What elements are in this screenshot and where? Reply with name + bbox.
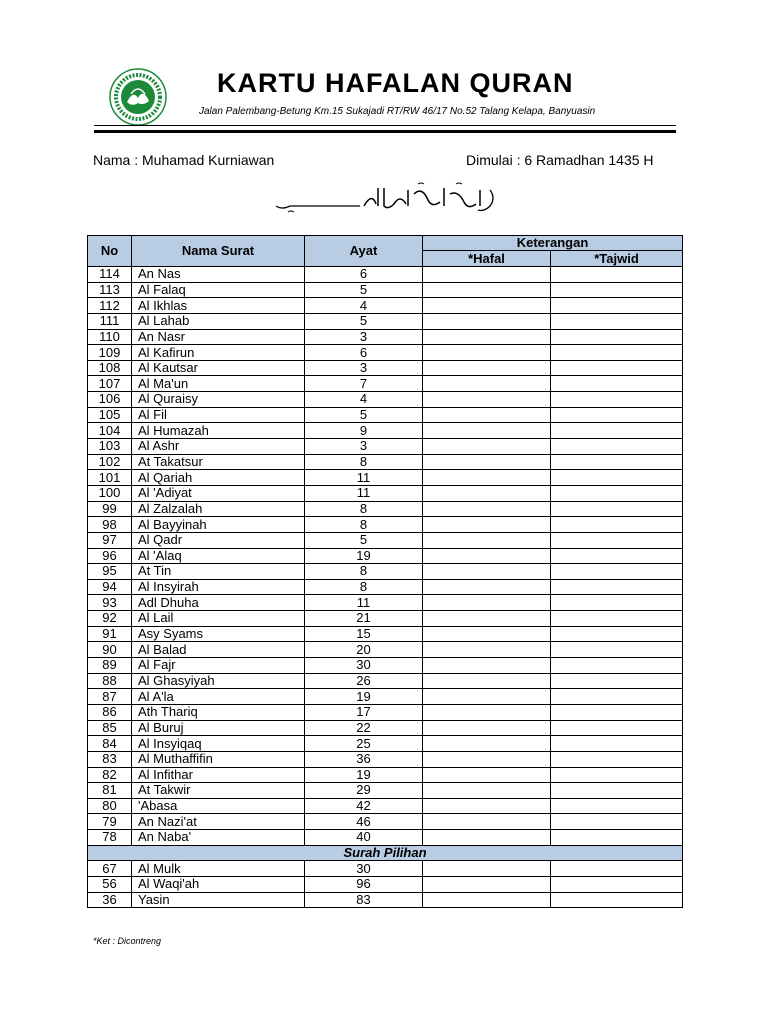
- table-row: [88, 439, 683, 455]
- surah-name: Al Bayyinah: [132, 517, 305, 533]
- surah-number: 81: [88, 783, 132, 799]
- ayat-count: 3: [305, 439, 423, 455]
- surah-number: 92: [88, 611, 132, 627]
- ayat-count: 4: [305, 392, 423, 408]
- hafal-check-cell[interactable]: [423, 407, 551, 423]
- ayat-count: 8: [305, 454, 423, 470]
- surah-number: 109: [88, 345, 132, 361]
- hafal-check-cell[interactable]: [423, 360, 551, 376]
- hafal-check-cell[interactable]: [423, 830, 551, 846]
- surah-number: 98: [88, 517, 132, 533]
- hafal-check-cell[interactable]: [423, 282, 551, 298]
- hafal-check-cell[interactable]: [423, 704, 551, 720]
- student-name: Nama : Muhamad Kurniawan: [93, 152, 275, 168]
- ayat-count: 96: [305, 876, 423, 892]
- ayat-count: 25: [305, 736, 423, 752]
- ayat-count: 17: [305, 704, 423, 720]
- tajwid-check-cell[interactable]: [551, 783, 683, 799]
- tajwid-check-cell[interactable]: [551, 454, 683, 470]
- table-row: [88, 454, 683, 470]
- hafal-check-cell[interactable]: [423, 798, 551, 814]
- tajwid-check-cell[interactable]: [551, 673, 683, 689]
- surah-name: Al Insyirah: [132, 579, 305, 595]
- tajwid-check-cell[interactable]: [551, 423, 683, 439]
- surah-name: Al Lail: [132, 611, 305, 627]
- hafal-check-cell[interactable]: [423, 814, 551, 830]
- tajwid-check-cell[interactable]: [551, 861, 683, 877]
- surah-number: 56: [88, 876, 132, 892]
- surah-number: 87: [88, 689, 132, 705]
- surah-number: 95: [88, 564, 132, 580]
- table-row: [88, 704, 683, 720]
- hafal-check-cell[interactable]: [423, 876, 551, 892]
- surah-name: Al Fil: [132, 407, 305, 423]
- tajwid-check-cell[interactable]: [551, 704, 683, 720]
- ayat-count: 11: [305, 485, 423, 501]
- surah-number: 103: [88, 439, 132, 455]
- hafal-check-cell[interactable]: [423, 501, 551, 517]
- table-row: [88, 736, 683, 752]
- ayat-count: 19: [305, 548, 423, 564]
- tajwid-check-cell[interactable]: [551, 798, 683, 814]
- surah-number: 96: [88, 548, 132, 564]
- surah-name: Asy Syams: [132, 626, 305, 642]
- header-divider-thin: [94, 125, 676, 126]
- tajwid-check-cell[interactable]: [551, 329, 683, 345]
- tajwid-check-cell[interactable]: [551, 642, 683, 658]
- tajwid-check-cell[interactable]: [551, 439, 683, 455]
- hafal-check-cell[interactable]: [423, 329, 551, 345]
- tajwid-check-cell[interactable]: [551, 595, 683, 611]
- tajwid-check-cell[interactable]: [551, 767, 683, 783]
- tajwid-check-cell[interactable]: [551, 579, 683, 595]
- tajwid-check-cell[interactable]: [551, 830, 683, 846]
- table-row: [88, 783, 683, 799]
- school-logo: [109, 68, 167, 126]
- table-row: [88, 673, 683, 689]
- table-row: [88, 751, 683, 767]
- table-row: [88, 579, 683, 595]
- table-row: [88, 423, 683, 439]
- hafal-check-cell[interactable]: [423, 564, 551, 580]
- surah-number: 106: [88, 392, 132, 408]
- surah-number: 91: [88, 626, 132, 642]
- ayat-count: 6: [305, 345, 423, 361]
- ayat-count: 9: [305, 423, 423, 439]
- table-row: [88, 767, 683, 783]
- tajwid-check-cell[interactable]: [551, 611, 683, 627]
- ayat-count: 3: [305, 360, 423, 376]
- ayat-count: 21: [305, 611, 423, 627]
- surah-name: Ath Thariq: [132, 704, 305, 720]
- tajwid-check-cell[interactable]: [551, 392, 683, 408]
- ayat-count: 11: [305, 470, 423, 486]
- surah-number: 113: [88, 282, 132, 298]
- table-row: [88, 830, 683, 846]
- surah-number: 105: [88, 407, 132, 423]
- surah-number: 78: [88, 830, 132, 846]
- tajwid-check-cell[interactable]: [551, 267, 683, 283]
- hafal-check-cell[interactable]: [423, 751, 551, 767]
- surah-name: At Takwir: [132, 783, 305, 799]
- surah-number: 104: [88, 423, 132, 439]
- ayat-count: 5: [305, 313, 423, 329]
- table-row: [88, 407, 683, 423]
- ayat-count: 8: [305, 517, 423, 533]
- surah-name: Al Humazah: [132, 423, 305, 439]
- header-hafal: *Hafal: [423, 251, 551, 267]
- table-row: [88, 329, 683, 345]
- hafal-check-cell[interactable]: [423, 892, 551, 908]
- table-row: [88, 720, 683, 736]
- surah-name: Al Infithar: [132, 767, 305, 783]
- surah-number: 99: [88, 501, 132, 517]
- ayat-count: 6: [305, 267, 423, 283]
- ayat-count: 30: [305, 658, 423, 674]
- table-row: [88, 298, 683, 314]
- hafal-check-cell[interactable]: [423, 673, 551, 689]
- hafal-check-cell[interactable]: [423, 267, 551, 283]
- table-row: [88, 470, 683, 486]
- table-row: [88, 595, 683, 611]
- surah-name: Al A'la: [132, 689, 305, 705]
- tajwid-check-cell[interactable]: [551, 720, 683, 736]
- basmalah-calligraphy: [268, 180, 498, 218]
- hafal-check-cell[interactable]: [423, 767, 551, 783]
- surah-name: An Nazi'at: [132, 814, 305, 830]
- start-date: Dimulai : 6 Ramadhan 1435 H: [466, 152, 654, 168]
- hafal-check-cell[interactable]: [423, 658, 551, 674]
- surah-number: 80: [88, 798, 132, 814]
- ayat-count: 46: [305, 814, 423, 830]
- surah-name: Al Zalzalah: [132, 501, 305, 517]
- ayat-count: 5: [305, 407, 423, 423]
- table-row: [88, 626, 683, 642]
- hafal-check-cell[interactable]: [423, 532, 551, 548]
- tajwid-check-cell[interactable]: [551, 345, 683, 361]
- surah-name: Al Balad: [132, 642, 305, 658]
- surah-name: Al Mulk: [132, 861, 305, 877]
- header-ayat: Ayat: [305, 236, 423, 267]
- memorization-table: [87, 235, 683, 908]
- table-row: [88, 345, 683, 361]
- hafal-check-cell[interactable]: [423, 454, 551, 470]
- surah-number: 114: [88, 267, 132, 283]
- tajwid-check-cell[interactable]: [551, 470, 683, 486]
- tajwid-check-cell[interactable]: [551, 876, 683, 892]
- tajwid-check-cell[interactable]: [551, 501, 683, 517]
- surah-number: 90: [88, 642, 132, 658]
- surah-name: Al 'Adiyat: [132, 485, 305, 501]
- tajwid-check-cell[interactable]: [551, 548, 683, 564]
- tajwid-check-cell[interactable]: [551, 751, 683, 767]
- surah-number: 110: [88, 329, 132, 345]
- tajwid-check-cell[interactable]: [551, 658, 683, 674]
- ayat-count: 5: [305, 282, 423, 298]
- hafal-check-cell[interactable]: [423, 783, 551, 799]
- surah-number: 36: [88, 892, 132, 908]
- surah-name: Al Fajr: [132, 658, 305, 674]
- table-row: [88, 892, 683, 908]
- table-row: [88, 282, 683, 298]
- surah-name: An Nas: [132, 267, 305, 283]
- surah-name: Al Ma'un: [132, 376, 305, 392]
- surah-name: An Nasr: [132, 329, 305, 345]
- tajwid-check-cell[interactable]: [551, 298, 683, 314]
- tajwid-check-cell[interactable]: [551, 376, 683, 392]
- surah-name: Yasin: [132, 892, 305, 908]
- header-no: No: [88, 236, 132, 267]
- hafal-check-cell[interactable]: [423, 579, 551, 595]
- ayat-count: 30: [305, 861, 423, 877]
- hafal-check-cell[interactable]: [423, 345, 551, 361]
- surah-number: 108: [88, 360, 132, 376]
- tajwid-check-cell[interactable]: [551, 360, 683, 376]
- ayat-count: 83: [305, 892, 423, 908]
- surah-number: 85: [88, 720, 132, 736]
- surah-number: 84: [88, 736, 132, 752]
- surah-name: Al Lahab: [132, 313, 305, 329]
- tajwid-check-cell[interactable]: [551, 626, 683, 642]
- ayat-count: 4: [305, 298, 423, 314]
- hafal-check-cell[interactable]: [423, 736, 551, 752]
- hafal-check-cell[interactable]: [423, 423, 551, 439]
- hafal-check-cell[interactable]: [423, 642, 551, 658]
- ayat-count: 8: [305, 564, 423, 580]
- surah-name: Adl Dhuha: [132, 595, 305, 611]
- tajwid-check-cell[interactable]: [551, 814, 683, 830]
- surah-number: 101: [88, 470, 132, 486]
- hafal-check-cell[interactable]: [423, 626, 551, 642]
- surah-number: 107: [88, 376, 132, 392]
- tajwid-check-cell[interactable]: [551, 736, 683, 752]
- table-row: [88, 611, 683, 627]
- hafal-check-cell[interactable]: [423, 517, 551, 533]
- surah-number: 100: [88, 485, 132, 501]
- hafal-check-cell[interactable]: [423, 720, 551, 736]
- surah-name: Al Muthaffifin: [132, 751, 305, 767]
- hafal-check-cell[interactable]: [423, 470, 551, 486]
- surah-number: 97: [88, 532, 132, 548]
- surah-name: Al Falaq: [132, 282, 305, 298]
- header-divider-thick: [94, 130, 676, 133]
- surah-name: At Tin: [132, 564, 305, 580]
- surah-name: Al Buruj: [132, 720, 305, 736]
- ayat-count: 42: [305, 798, 423, 814]
- surah-number: 83: [88, 751, 132, 767]
- surah-number: 112: [88, 298, 132, 314]
- surah-number: 111: [88, 313, 132, 329]
- surah-name: Al Waqi'ah: [132, 876, 305, 892]
- surah-name: Al Insyiqaq: [132, 736, 305, 752]
- table-row: [88, 642, 683, 658]
- surah-number: 79: [88, 814, 132, 830]
- surah-number: 94: [88, 579, 132, 595]
- table-row: [88, 267, 683, 283]
- surah-number: 67: [88, 861, 132, 877]
- header-tajwid: *Tajwid: [551, 251, 683, 267]
- tajwid-check-cell[interactable]: [551, 532, 683, 548]
- surah-number: 88: [88, 673, 132, 689]
- surah-name: Al Ikhlas: [132, 298, 305, 314]
- table-row: [88, 658, 683, 674]
- tajwid-check-cell[interactable]: [551, 407, 683, 423]
- table-row: [88, 548, 683, 564]
- hafal-check-cell[interactable]: [423, 313, 551, 329]
- ayat-count: 36: [305, 751, 423, 767]
- section-surah-pilihan: Surah Pilihan: [88, 845, 683, 861]
- table-row: [88, 876, 683, 892]
- surah-name: Al 'Alaq: [132, 548, 305, 564]
- ayat-count: 7: [305, 376, 423, 392]
- page-title: KARTU HAFALAN QURAN: [217, 68, 574, 98]
- surah-name: Al Ghasyiyah: [132, 673, 305, 689]
- address: Jalan Palembang-Betung Km.15 Sukajadi RT/RW 46/17 No.52 Talang Kelapa, Banyuasin: [199, 106, 596, 117]
- hafal-check-cell[interactable]: [423, 298, 551, 314]
- tajwid-check-cell[interactable]: [551, 564, 683, 580]
- ayat-count: 8: [305, 579, 423, 595]
- table-body-pilihan: [88, 861, 683, 908]
- table-row: [88, 485, 683, 501]
- hafal-check-cell[interactable]: [423, 595, 551, 611]
- ayat-count: 3: [305, 329, 423, 345]
- table-row: [88, 798, 683, 814]
- tajwid-check-cell[interactable]: [551, 517, 683, 533]
- table-row: [88, 501, 683, 517]
- tajwid-check-cell[interactable]: [551, 689, 683, 705]
- ayat-count: 19: [305, 767, 423, 783]
- surah-name: Al Qadr: [132, 532, 305, 548]
- ayat-count: 20: [305, 642, 423, 658]
- footnote: *Ket : Dicontreng: [93, 936, 162, 946]
- ayat-count: 5: [305, 532, 423, 548]
- surah-number: 86: [88, 704, 132, 720]
- hafal-check-cell[interactable]: [423, 689, 551, 705]
- hafal-check-cell[interactable]: [423, 861, 551, 877]
- ayat-count: 40: [305, 830, 423, 846]
- hafal-check-cell[interactable]: [423, 439, 551, 455]
- ayat-count: 22: [305, 720, 423, 736]
- hafal-check-cell[interactable]: [423, 485, 551, 501]
- surah-number: 93: [88, 595, 132, 611]
- header-nama-surat: Nama Surat: [132, 236, 305, 267]
- ayat-count: 29: [305, 783, 423, 799]
- table-row: [88, 517, 683, 533]
- hafal-check-cell[interactable]: [423, 376, 551, 392]
- surah-name: At Takatsur: [132, 454, 305, 470]
- surah-number: 89: [88, 658, 132, 674]
- ayat-count: 26: [305, 673, 423, 689]
- ayat-count: 11: [305, 595, 423, 611]
- surah-name: 'Abasa: [132, 798, 305, 814]
- tajwid-check-cell[interactable]: [551, 313, 683, 329]
- surah-name: Al Quraisy: [132, 392, 305, 408]
- header-keterangan: Keterangan: [423, 236, 683, 251]
- surah-name: Al Kautsar: [132, 360, 305, 376]
- surah-name: Al Ashr: [132, 439, 305, 455]
- tajwid-check-cell[interactable]: [551, 282, 683, 298]
- surah-name: Al Qariah: [132, 470, 305, 486]
- table-row: [88, 861, 683, 877]
- table-row: [88, 376, 683, 392]
- surah-number: 102: [88, 454, 132, 470]
- table-row: [88, 313, 683, 329]
- surah-name: An Naba': [132, 830, 305, 846]
- tajwid-check-cell[interactable]: [551, 485, 683, 501]
- tajwid-check-cell[interactable]: [551, 892, 683, 908]
- hafal-check-cell[interactable]: [423, 611, 551, 627]
- table-row: [88, 392, 683, 408]
- table-row: [88, 814, 683, 830]
- table-row: [88, 564, 683, 580]
- surah-name: Al Kafirun: [132, 345, 305, 361]
- ayat-count: 15: [305, 626, 423, 642]
- surah-number: 82: [88, 767, 132, 783]
- table-row: [88, 360, 683, 376]
- ayat-count: 8: [305, 501, 423, 517]
- table-body: [88, 267, 683, 846]
- ayat-count: 19: [305, 689, 423, 705]
- table-row: [88, 532, 683, 548]
- hafal-check-cell[interactable]: [423, 548, 551, 564]
- hafal-check-cell[interactable]: [423, 392, 551, 408]
- table-row: [88, 689, 683, 705]
